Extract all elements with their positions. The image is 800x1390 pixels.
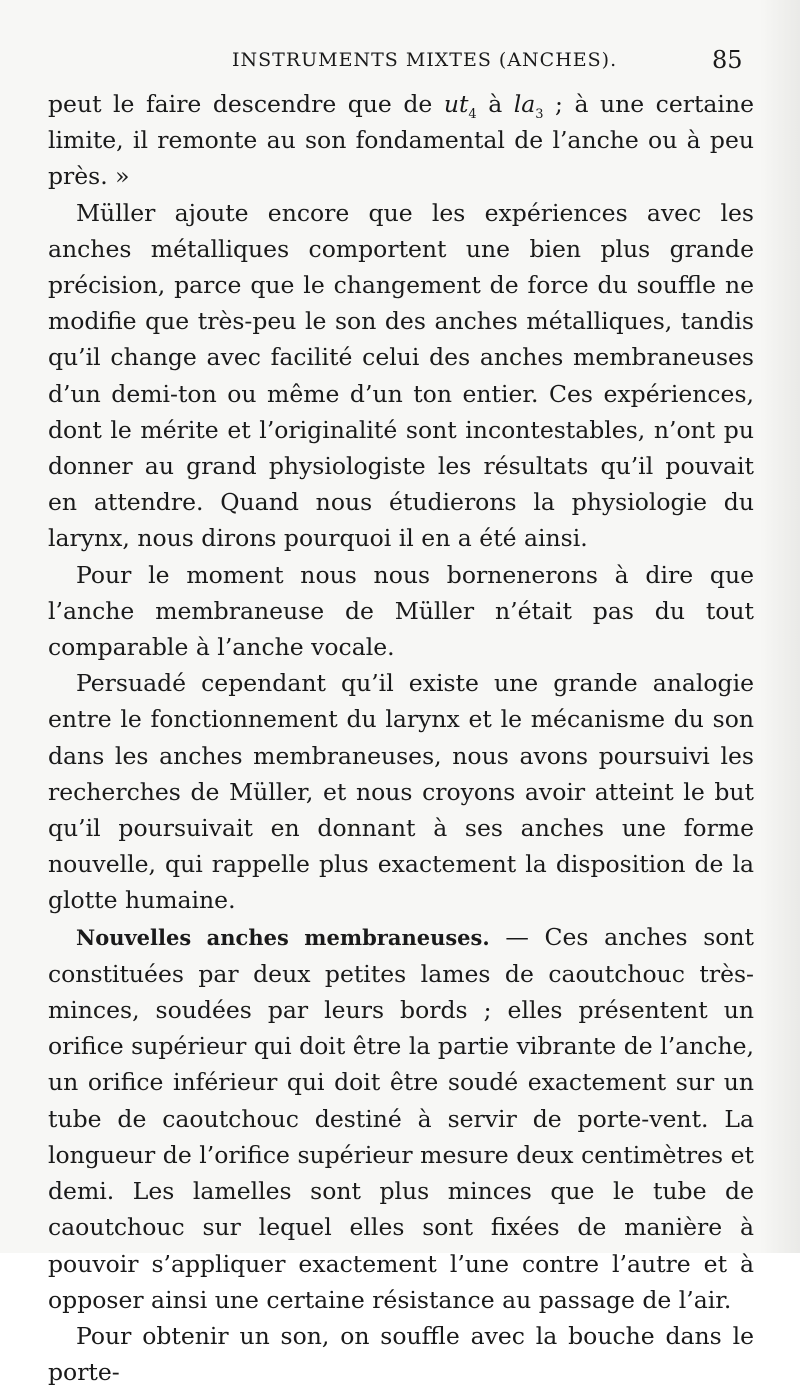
note-symbol: ut [443,90,469,118]
section-run-in-heading: Nouvelles anches membraneuses. [76,924,490,950]
note-ut [443,90,477,122]
running-head [0,40,800,80]
paragraph: Müller ajoute encore que les expériences avec les anches métalliques comportent une bien plus grande précision, parce que le changement de force du souffle ne modifie que très-peu le son des anches métalliques, tandis qu’il change avec facilité celui des anches membraneuses d’un demi-ton ou même d’un ton entier. Ces expériences, dont le mérite et l’originalité sont incontestables, n’ont pu donner au grand physiologiste les résultats qu’il pouvait en attendre. Quand nous étudierons la physiologie du larynx, nous dirons pourquoi il en a été ainsi. [48,198,754,553]
note-octave: 3 [535,107,544,122]
running-title: INSTRUMENTS MIXTES (ANCHES). [232,49,618,71]
paragraph: Pour obtenir un son, on souffle avec la bouche dans le porte- [48,1321,754,1387]
paragraph-with-heading [48,919,754,1318]
paragraph-text: — Ces anches sont constituées par deux petites lames de caoutchouc très-minces, soudées par leurs bords ; elles présentent un orifice supérieur qui doit être la partie vibrante de l’anche, un orifice inférieur qui doit être soudé exactement sur un tube de caoutchouc destiné à servir de porte-vent. La longueur de l’orifice supérieur mesure deux centimètres et demi. Les lamelles sont plus minces que le tube de caoutchouc sur lequel elles sont fixées de manière à pouvoir s’appliquer exactement l’une contre l’autre et à opposer ainsi une certaine résistance au passage de l’air. [48,922,755,1314]
paragraph-continuation [48,86,754,195]
paragraph-text: ; à une certaine limite, il remonte au son fondamental de l’anche ou à peu près. » [48,90,754,191]
paragraph: Persuadé cependant qu’il existe une grande analogie entre le fonctionnement du larynx et le mécanisme du son dans les anches membraneuses, nous avons poursuivi les recherches de Müller, et nous croyons avoir atteint le but qu’il poursuivait en donnant à ses anches une forme nouvelle, qui rappelle plus exactement la disposition de la glotte humaine. [48,669,754,915]
note-symbol: la [513,90,536,118]
note-la [513,90,544,122]
note-octave: 4 [468,107,477,122]
body-text [48,86,754,1390]
paragraph-text: peut le faire descendre que de [48,90,444,118]
paragraph-text: à [476,90,514,118]
page-number: 85 [712,46,743,74]
paragraph: Pour le moment nous nous bornenerons à dire que l’anche membraneuse de Müller n’était pas du tout comparable à l’anche vocale. [48,560,754,662]
